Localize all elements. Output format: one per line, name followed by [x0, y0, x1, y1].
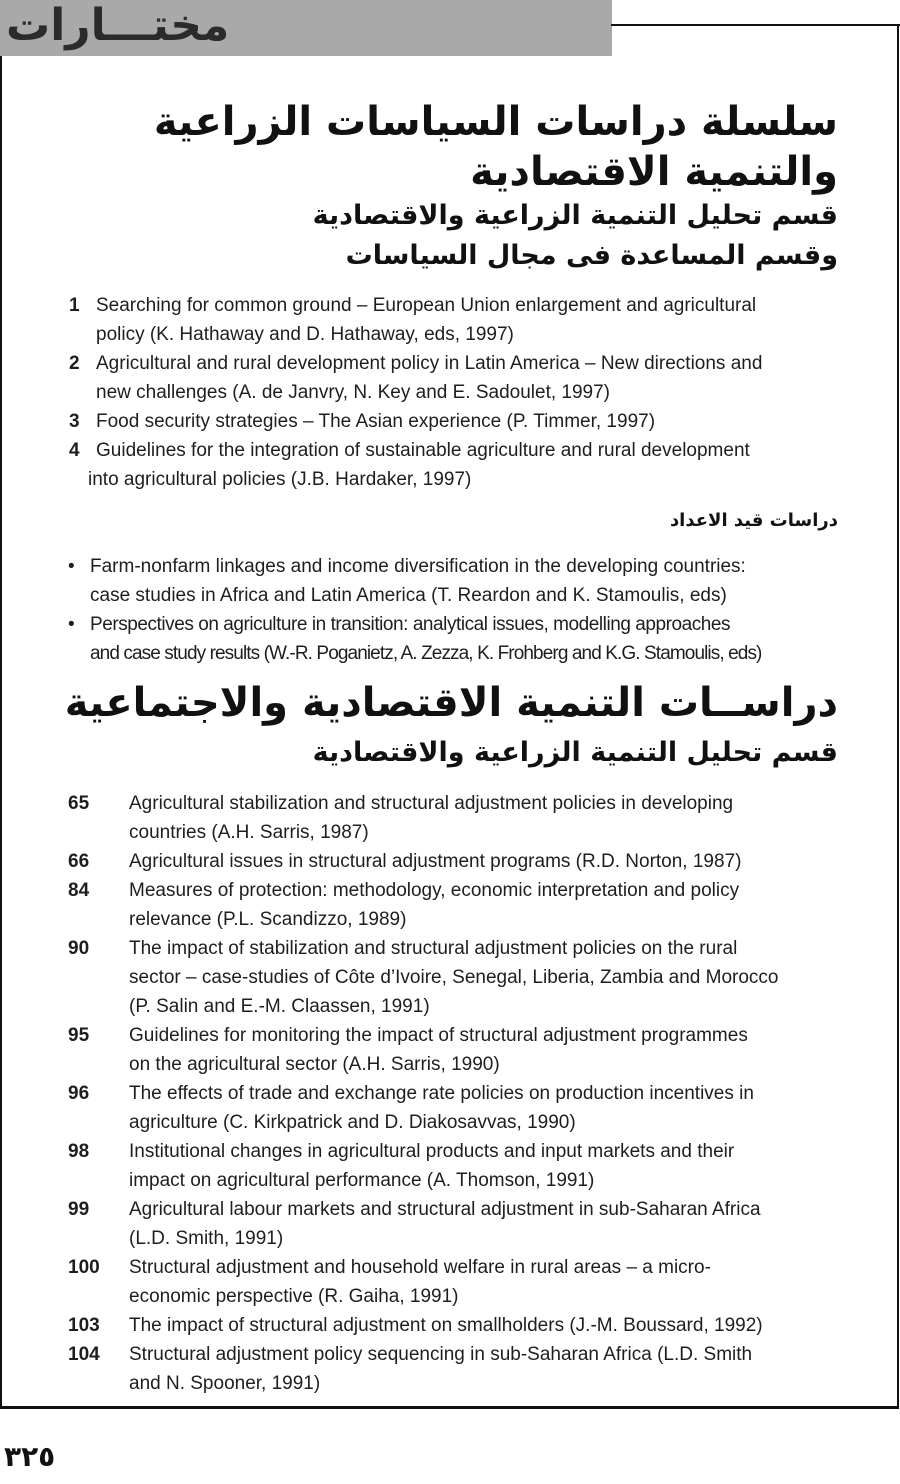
item-text-line: Guidelines for the integration of sustainable agriculture and rural development	[96, 440, 750, 461]
item-text-line: into agricultural policies (J.B. Hardaker, 1997)	[88, 469, 472, 490]
item-number: 2	[69, 353, 80, 374]
list-item	[0, 789, 900, 847]
forthcoming-heading: دراسات قيد الاعداد	[669, 510, 838, 531]
item-text-line: impact on agricultural performance (A. Thomson, 1991)	[129, 1170, 595, 1191]
series2-list	[0, 789, 900, 1398]
item-text-line: Perspectives on agriculture in transition: analytical issues, modelling approaches	[90, 614, 731, 635]
item-text-line: Agricultural labour markets and structural adjustment in sub-Saharan Africa	[129, 1199, 761, 1220]
item-text-line: Structural adjustment policy sequencing in sub-Saharan Africa (L.D. Smith	[129, 1344, 753, 1365]
list-item	[0, 552, 900, 610]
item-text-line: Structural adjustment and household welfare in rural areas – a micro-	[129, 1257, 711, 1278]
list-item	[0, 934, 900, 1021]
item-text-line: Measures of protection: methodology, economic interpretation and policy	[129, 880, 740, 901]
section-tab	[0, 0, 612, 56]
item-text-line: Guidelines for monitoring the impact of structural adjustment programmes	[129, 1025, 748, 1046]
item-text-line: sector – case-studies of Côte d’Ivoire, Senegal, Liberia, Zambia and Morocco	[129, 967, 779, 988]
series-list	[0, 291, 900, 494]
list-item	[0, 610, 900, 668]
item-number: 100	[68, 1257, 100, 1278]
item-text-line: case studies in Africa and Latin America (T. Reardon and K. Stamoulis, eds)	[90, 585, 727, 606]
item-text-line: Agricultural stabilization and structural adjustment policies in developing	[129, 793, 734, 814]
item-number: 84	[68, 880, 90, 901]
series-title-line1: سلسلة دراسات السياسات الزراعية	[153, 99, 838, 145]
item-text-line: The impact of stabilization and structural adjustment policies on the rural	[129, 938, 738, 959]
item-text-line: on the agricultural sector (A.H. Sarris, 1990)	[129, 1054, 500, 1075]
item-text-line: Agricultural and rural development policy in Latin America – New directions and	[96, 353, 763, 374]
series2-subtitle: قسم تحليل التنمية الزراعية والاقتصادية	[312, 737, 838, 768]
item-number: 3	[69, 411, 80, 432]
item-text-line: Farm-nonfarm linkages and income diversification in the developing countries:	[90, 556, 746, 577]
item-text-line: countries (A.H. Sarris, 1987)	[129, 822, 369, 843]
list-item	[0, 1079, 900, 1137]
item-text-line: new challenges (A. de Janvry, N. Key and E. Sadoulet, 1997)	[96, 382, 611, 403]
item-text-line: The impact of structural adjustment on smallholders (J.-M. Boussard, 1992)	[129, 1315, 763, 1336]
series-subtitle-line2: وقسم المساعدة فى مجال السياسات	[345, 240, 838, 271]
list-item	[0, 847, 900, 876]
list-item	[0, 291, 900, 349]
item-text-line: policy (K. Hathaway and D. Hathaway, eds, 1997)	[96, 324, 514, 345]
item-number: 96	[68, 1083, 90, 1104]
list-item	[0, 876, 900, 934]
forthcoming-list	[0, 552, 900, 668]
item-text-line: Institutional changes in agricultural products and input markets and their	[129, 1141, 735, 1162]
list-item	[0, 436, 900, 494]
frame-border-bottom	[0, 1406, 899, 1409]
item-number: 95	[68, 1025, 90, 1046]
list-item	[0, 1195, 900, 1253]
item-number: 103	[68, 1315, 100, 1336]
item-number: 99	[68, 1199, 90, 1220]
item-number: 98	[68, 1141, 90, 1162]
item-text-line: and case study results (W.-R. Poganietz, A. Zezza, K. Frohberg and K.G. Stamoulis, eds)	[90, 643, 762, 664]
item-text-line: Searching for common ground – European Union enlargement and agricultural	[96, 295, 757, 316]
item-text-line: relevance (P.L. Scandizzo, 1989)	[129, 909, 407, 930]
item-number: 66	[68, 851, 90, 872]
bullet-icon: •	[68, 556, 75, 577]
item-text-line: The effects of trade and exchange rate policies on production incentives in	[129, 1083, 754, 1104]
page-number: ٣٢٥	[4, 1440, 56, 1473]
list-item	[0, 407, 900, 436]
item-text-line: and N. Spooner, 1991)	[129, 1373, 321, 1394]
list-item	[0, 1253, 900, 1311]
list-item	[0, 1137, 900, 1195]
item-text-line: (P. Salin and E.-M. Claassen, 1991)	[129, 996, 430, 1017]
item-number: 65	[68, 793, 90, 814]
list-item	[0, 1340, 900, 1398]
item-number: 90	[68, 938, 90, 959]
series2-title: دراســات التنمية الاقتصادية والاجتماعية	[64, 680, 838, 726]
series-subtitle-line1: قسم تحليل التنمية الزراعية والاقتصادية	[312, 200, 838, 231]
item-number: 104	[68, 1344, 100, 1365]
item-text-line: economic perspective (R. Gaiha, 1991)	[129, 1286, 459, 1307]
bullet-icon: •	[68, 614, 75, 635]
item-text-line: Agricultural issues in structural adjustment programs (R.D. Norton, 1987)	[129, 851, 742, 872]
item-number: 1	[69, 295, 80, 316]
item-text-line: (L.D. Smith, 1991)	[129, 1228, 284, 1249]
frame-border-top	[611, 24, 900, 26]
list-item	[0, 349, 900, 407]
series-title-line2: والتنمية الاقتصادية	[470, 149, 838, 195]
section-tab-title: مختـــارات	[6, 0, 230, 51]
item-text-line: agriculture (C. Kirkpatrick and D. Diakosavvas, 1990)	[129, 1112, 576, 1133]
list-item	[0, 1021, 900, 1079]
item-text-line: Food security strategies – The Asian experience (P. Timmer, 1997)	[96, 411, 656, 432]
list-item	[0, 1311, 900, 1340]
item-number: 4	[69, 440, 80, 461]
